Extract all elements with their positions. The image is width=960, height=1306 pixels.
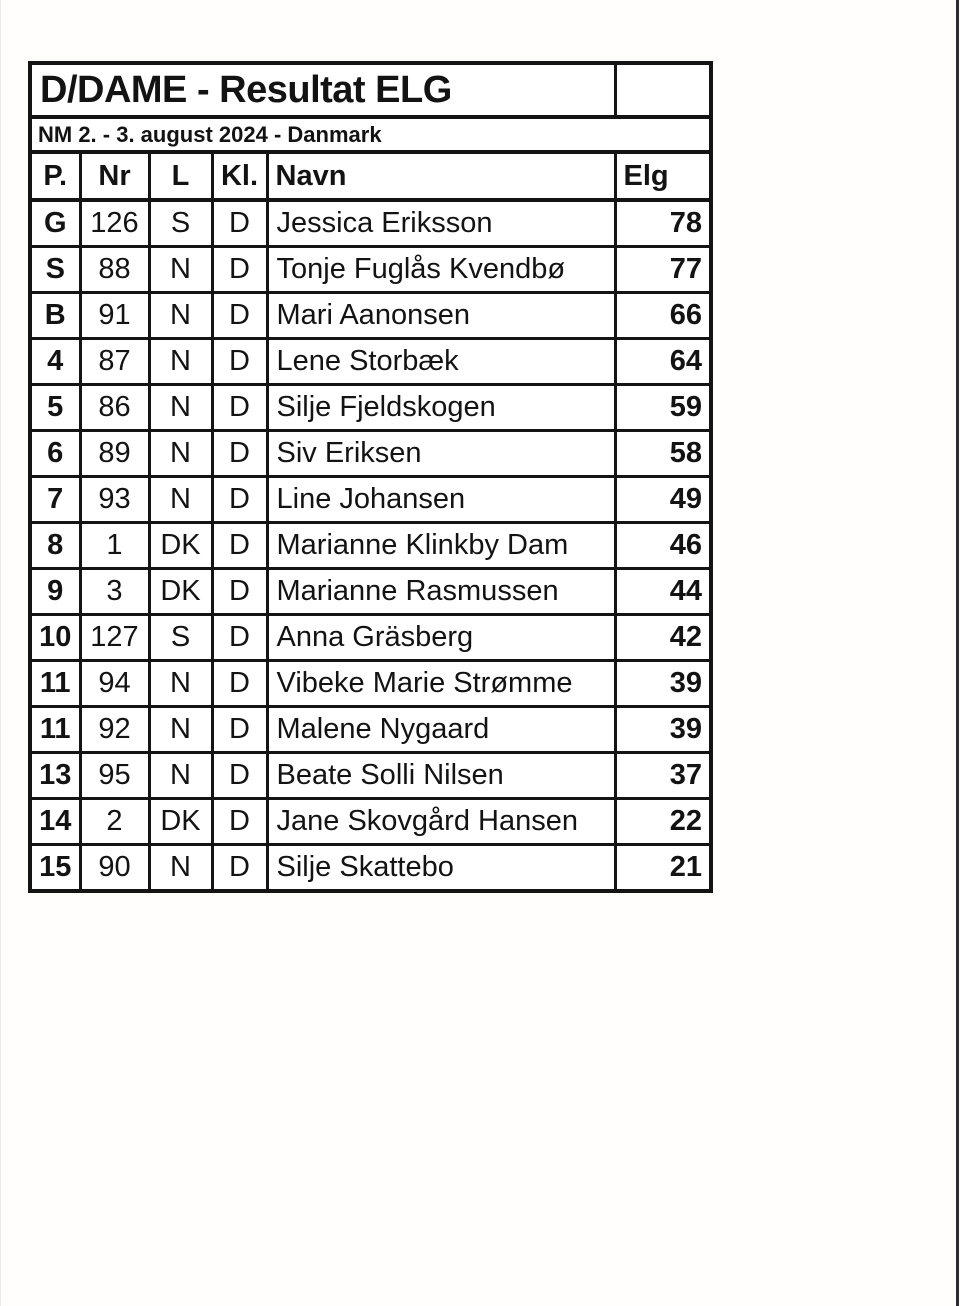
- cell-country: N: [149, 339, 212, 385]
- cell-name: Silje Fjeldskogen: [267, 385, 615, 431]
- table-row: [30, 569, 711, 615]
- table-row: [30, 247, 711, 293]
- cell-score: 39: [615, 707, 711, 753]
- cell-score: 49: [615, 477, 711, 523]
- table-row: [30, 477, 711, 523]
- cell-number: 127: [80, 615, 149, 661]
- cell-class: D: [212, 431, 267, 477]
- cell-class: D: [212, 799, 267, 845]
- cell-position: 15: [30, 845, 80, 892]
- results-body: [30, 200, 711, 891]
- cell-country: N: [149, 661, 212, 707]
- cell-score: 22: [615, 799, 711, 845]
- cell-country: DK: [149, 569, 212, 615]
- cell-name: Tonje Fuglås Kvendbø: [267, 247, 615, 293]
- cell-class: D: [212, 615, 267, 661]
- cell-number: 126: [80, 200, 149, 247]
- cell-name: Mari Aanonsen: [267, 293, 615, 339]
- column-header-country: L: [149, 152, 212, 200]
- cell-score: 64: [615, 339, 711, 385]
- title-spacer-cell: [615, 63, 711, 117]
- column-header-name: Navn: [267, 152, 615, 200]
- cell-position: 11: [30, 707, 80, 753]
- cell-number: 87: [80, 339, 149, 385]
- cell-number: 88: [80, 247, 149, 293]
- cell-class: D: [212, 569, 267, 615]
- table-row: [30, 845, 711, 892]
- cell-class: D: [212, 707, 267, 753]
- title-row: [30, 63, 711, 117]
- cell-name: Anna Gräsberg: [267, 615, 615, 661]
- cell-score: 46: [615, 523, 711, 569]
- cell-number: 1: [80, 523, 149, 569]
- cell-country: N: [149, 845, 212, 892]
- cell-number: 3: [80, 569, 149, 615]
- cell-class: D: [212, 339, 267, 385]
- cell-score: 78: [615, 200, 711, 247]
- cell-score: 59: [615, 385, 711, 431]
- table-row: [30, 523, 711, 569]
- cell-class: D: [212, 523, 267, 569]
- cell-name: Lene Storbæk: [267, 339, 615, 385]
- cell-class: D: [212, 477, 267, 523]
- cell-name: Vibeke Marie Strømme: [267, 661, 615, 707]
- cell-position: 14: [30, 799, 80, 845]
- cell-number: 92: [80, 707, 149, 753]
- scan-edge-right: [956, 0, 959, 1306]
- cell-number: 2: [80, 799, 149, 845]
- table-row: [30, 661, 711, 707]
- cell-number: 90: [80, 845, 149, 892]
- cell-country: N: [149, 293, 212, 339]
- cell-country: N: [149, 385, 212, 431]
- table-row: [30, 293, 711, 339]
- cell-name: Siv Eriksen: [267, 431, 615, 477]
- subtitle-row: [30, 117, 711, 152]
- cell-score: 44: [615, 569, 711, 615]
- cell-country: N: [149, 707, 212, 753]
- cell-position: 8: [30, 523, 80, 569]
- cell-country: DK: [149, 799, 212, 845]
- table-row: [30, 200, 711, 247]
- cell-number: 94: [80, 661, 149, 707]
- cell-position: 7: [30, 477, 80, 523]
- cell-class: D: [212, 845, 267, 892]
- cell-position: 11: [30, 661, 80, 707]
- cell-position: S: [30, 247, 80, 293]
- cell-class: D: [212, 661, 267, 707]
- cell-score: 37: [615, 753, 711, 799]
- cell-number: 95: [80, 753, 149, 799]
- column-header-position: P.: [30, 152, 80, 200]
- cell-number: 93: [80, 477, 149, 523]
- cell-position: 13: [30, 753, 80, 799]
- cell-class: D: [212, 753, 267, 799]
- cell-score: 58: [615, 431, 711, 477]
- cell-position: B: [30, 293, 80, 339]
- cell-name: Marianne Klinkby Dam: [267, 523, 615, 569]
- cell-country: N: [149, 431, 212, 477]
- cell-name: Malene Nygaard: [267, 707, 615, 753]
- cell-position: G: [30, 200, 80, 247]
- cell-country: N: [149, 753, 212, 799]
- column-header-class: Kl.: [212, 152, 267, 200]
- cell-country: S: [149, 615, 212, 661]
- table-row: [30, 707, 711, 753]
- table-row: [30, 431, 711, 477]
- cell-position: 4: [30, 339, 80, 385]
- cell-name: Line Johansen: [267, 477, 615, 523]
- cell-country: DK: [149, 523, 212, 569]
- cell-score: 39: [615, 661, 711, 707]
- cell-name: Beate Solli Nilsen: [267, 753, 615, 799]
- cell-class: D: [212, 293, 267, 339]
- cell-class: D: [212, 247, 267, 293]
- cell-name: Jane Skovgård Hansen: [267, 799, 615, 845]
- table-row: [30, 385, 711, 431]
- cell-number: 91: [80, 293, 149, 339]
- results-table: [28, 61, 713, 893]
- cell-name: Marianne Rasmussen: [267, 569, 615, 615]
- cell-position: 5: [30, 385, 80, 431]
- cell-name: Silje Skattebo: [267, 845, 615, 892]
- cell-number: 89: [80, 431, 149, 477]
- cell-class: D: [212, 200, 267, 247]
- cell-score: 42: [615, 615, 711, 661]
- cell-country: N: [149, 247, 212, 293]
- cell-country: N: [149, 477, 212, 523]
- cell-name: Jessica Eriksson: [267, 200, 615, 247]
- table-row: [30, 339, 711, 385]
- scan-edge-left: [0, 0, 1, 1306]
- cell-number: 86: [80, 385, 149, 431]
- cell-position: 9: [30, 569, 80, 615]
- cell-score: 66: [615, 293, 711, 339]
- cell-score: 21: [615, 845, 711, 892]
- event-subtitle: NM 2. - 3. august 2024 - Danmark: [30, 117, 711, 152]
- column-header-number: Nr: [80, 152, 149, 200]
- cell-country: S: [149, 200, 212, 247]
- cell-position: 10: [30, 615, 80, 661]
- cell-position: 6: [30, 431, 80, 477]
- column-header-row: [30, 152, 711, 200]
- table-row: [30, 615, 711, 661]
- page-title: D/DAME - Resultat ELG: [30, 63, 615, 117]
- table-row: [30, 753, 711, 799]
- table-row: [30, 799, 711, 845]
- cell-class: D: [212, 385, 267, 431]
- column-header-score: Elg: [615, 152, 711, 200]
- cell-score: 77: [615, 247, 711, 293]
